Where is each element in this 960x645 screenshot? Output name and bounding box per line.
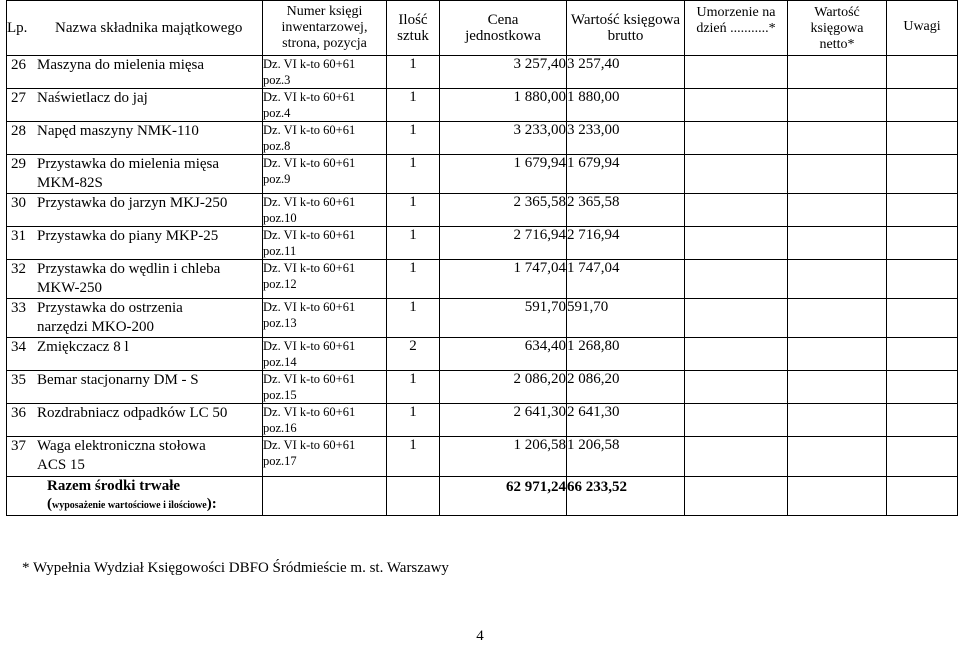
row-gross: 1 880,00 bbox=[567, 89, 685, 122]
row-price: 2 641,30 bbox=[440, 404, 567, 437]
row-ref bbox=[263, 437, 387, 477]
total-ref bbox=[263, 477, 387, 516]
header-row bbox=[7, 1, 958, 56]
row-depreciation bbox=[685, 371, 788, 404]
row-name: Bemar stacjonarny DM - S bbox=[37, 372, 199, 388]
row-name: Zmiękczacz 8 l bbox=[37, 339, 129, 355]
row-ref-line2: poz.3 bbox=[263, 73, 291, 87]
row-depreciation bbox=[685, 122, 788, 155]
row-ref-line1: Dz. VI k-to 60+61 bbox=[263, 123, 356, 137]
row-price: 3 233,00 bbox=[440, 122, 567, 155]
row-ref bbox=[263, 371, 387, 404]
row-ref-line2: poz.14 bbox=[263, 355, 297, 369]
row-net bbox=[788, 122, 887, 155]
row-qty: 1 bbox=[387, 437, 440, 477]
table-row bbox=[7, 338, 958, 371]
header-depreciation: Umorzenie na dzień ...........* bbox=[685, 1, 788, 56]
row-depreciation bbox=[685, 338, 788, 371]
row-name: Waga elektroniczna stołowa bbox=[37, 438, 206, 454]
row-ref-line1: Dz. VI k-to 60+61 bbox=[263, 372, 356, 386]
table-row bbox=[7, 260, 958, 299]
row-price: 2 716,94 bbox=[440, 227, 567, 260]
row-depreciation bbox=[685, 56, 788, 89]
total-sublabel-line bbox=[47, 495, 262, 515]
row-name-second-line: MKW-250 bbox=[37, 280, 102, 296]
row-ref bbox=[263, 155, 387, 194]
table-row bbox=[7, 437, 958, 477]
header-name-cell bbox=[7, 1, 263, 56]
row-qty: 1 bbox=[387, 122, 440, 155]
row-ref-line1: Dz. VI k-to 60+61 bbox=[263, 90, 356, 104]
row-gross: 591,70 bbox=[567, 299, 685, 338]
row-name-second-line: MKM-82S bbox=[37, 175, 103, 191]
row-gross: 3 233,00 bbox=[567, 122, 685, 155]
row-ref bbox=[263, 260, 387, 299]
table-row bbox=[7, 299, 958, 338]
row-number: 37 bbox=[11, 438, 26, 454]
row-net bbox=[788, 260, 887, 299]
row-name: Przystawka do jarzyn MKJ-250 bbox=[37, 195, 228, 211]
total-depreciation bbox=[685, 477, 788, 516]
total-sub-open: ( bbox=[47, 496, 52, 512]
row-ref-line2: poz.15 bbox=[263, 388, 297, 402]
row-notes bbox=[887, 404, 958, 437]
header-gross: Wartość księgowa brutto bbox=[567, 1, 685, 56]
row-name-second-line: narzędzi MKO-200 bbox=[37, 319, 155, 335]
row-ref bbox=[263, 122, 387, 155]
row-gross: 1 747,04 bbox=[567, 260, 685, 299]
row-net bbox=[788, 437, 887, 477]
row-qty: 1 bbox=[387, 227, 440, 260]
row-number: 27 bbox=[11, 90, 26, 106]
row-name: Napęd maszyny NMK-110 bbox=[37, 123, 199, 139]
row-depreciation bbox=[685, 155, 788, 194]
row-qty: 1 bbox=[387, 299, 440, 338]
row-ref-line2: poz.4 bbox=[263, 106, 291, 120]
row-number: 26 bbox=[11, 57, 26, 73]
table-row bbox=[7, 89, 958, 122]
row-notes bbox=[887, 437, 958, 477]
row-name: Przystawka do mielenia mięsa bbox=[37, 156, 220, 172]
row-ref-line1: Dz. VI k-to 60+61 bbox=[263, 438, 356, 452]
row-gross: 2 641,30 bbox=[567, 404, 685, 437]
row-ref-line2: poz.8 bbox=[263, 139, 291, 153]
row-ref bbox=[263, 194, 387, 227]
table-row bbox=[7, 194, 958, 227]
total-gross: 66 233,52 bbox=[567, 477, 685, 516]
row-net bbox=[788, 89, 887, 122]
row-ref-line2: poz.10 bbox=[263, 211, 297, 225]
row-price: 2 365,58 bbox=[440, 194, 567, 227]
total-label: Razem środki trwałe bbox=[47, 478, 181, 494]
row-price: 1 747,04 bbox=[440, 260, 567, 299]
row-depreciation bbox=[685, 89, 788, 122]
row-number: 31 bbox=[11, 228, 26, 244]
row-depreciation bbox=[685, 194, 788, 227]
row-name: Maszyna do mielenia mięsa bbox=[37, 57, 205, 73]
row-name-cell bbox=[7, 338, 263, 371]
page-number: 4 bbox=[476, 628, 484, 644]
row-number: 32 bbox=[11, 261, 26, 277]
row-notes bbox=[887, 122, 958, 155]
header-name: Nazwa składnika majątkowego bbox=[55, 19, 243, 36]
row-net bbox=[788, 338, 887, 371]
row-ref-line1: Dz. VI k-to 60+61 bbox=[263, 228, 356, 242]
header-price: Cena jednostkowa bbox=[440, 1, 567, 56]
inventory-table bbox=[6, 0, 958, 516]
row-price: 634,40 bbox=[440, 338, 567, 371]
header-net: Wartość księgowa netto* bbox=[788, 1, 887, 56]
row-ref bbox=[263, 299, 387, 338]
row-depreciation bbox=[685, 299, 788, 338]
row-number: 35 bbox=[11, 372, 26, 388]
total-sub-close: ): bbox=[206, 496, 217, 512]
row-notes bbox=[887, 260, 958, 299]
row-gross: 2 716,94 bbox=[567, 227, 685, 260]
row-name-cell bbox=[7, 371, 263, 404]
row-qty: 1 bbox=[387, 89, 440, 122]
row-depreciation bbox=[685, 404, 788, 437]
row-qty: 1 bbox=[387, 155, 440, 194]
total-label-cell bbox=[7, 477, 263, 516]
row-name-cell bbox=[7, 260, 263, 299]
row-ref bbox=[263, 89, 387, 122]
row-price: 3 257,40 bbox=[440, 56, 567, 89]
row-name-cell bbox=[7, 227, 263, 260]
row-name-cell bbox=[7, 437, 263, 477]
row-notes bbox=[887, 155, 958, 194]
row-ref-line2: poz.11 bbox=[263, 244, 297, 258]
row-gross: 2 365,58 bbox=[567, 194, 685, 227]
row-name-cell bbox=[7, 299, 263, 338]
row-ref bbox=[263, 227, 387, 260]
row-qty: 1 bbox=[387, 194, 440, 227]
row-name-cell bbox=[7, 122, 263, 155]
row-name-cell bbox=[7, 155, 263, 194]
row-price: 1 679,94 bbox=[440, 155, 567, 194]
total-notes bbox=[887, 477, 958, 516]
row-net bbox=[788, 404, 887, 437]
row-ref-line1: Dz. VI k-to 60+61 bbox=[263, 156, 356, 170]
row-ref-line2: poz.16 bbox=[263, 421, 297, 435]
row-ref-line2: poz.9 bbox=[263, 172, 291, 186]
row-gross: 1 268,80 bbox=[567, 338, 685, 371]
table-row bbox=[7, 56, 958, 89]
row-number: 34 bbox=[11, 339, 26, 355]
table-row bbox=[7, 155, 958, 194]
row-depreciation bbox=[685, 437, 788, 477]
row-price: 1 206,58 bbox=[440, 437, 567, 477]
row-notes bbox=[887, 299, 958, 338]
row-name: Przystawka do ostrzenia bbox=[37, 300, 183, 316]
table-row bbox=[7, 122, 958, 155]
total-row bbox=[7, 477, 958, 516]
row-ref bbox=[263, 404, 387, 437]
header-notes: Uwagi bbox=[887, 1, 958, 56]
row-net bbox=[788, 56, 887, 89]
row-number: 29 bbox=[11, 156, 26, 172]
total-sublabel: wyposażenie wartościowe i ilościowe bbox=[52, 500, 207, 511]
row-ref-line1: Dz. VI k-to 60+61 bbox=[263, 261, 356, 275]
row-name: Rozdrabniacz odpadków LC 50 bbox=[37, 405, 228, 421]
row-name-cell bbox=[7, 194, 263, 227]
row-notes bbox=[887, 371, 958, 404]
row-ref-line2: poz.17 bbox=[263, 454, 297, 468]
row-gross: 1 679,94 bbox=[567, 155, 685, 194]
row-depreciation bbox=[685, 260, 788, 299]
total-qty bbox=[387, 477, 440, 516]
row-price: 1 880,00 bbox=[440, 89, 567, 122]
footnote: * Wypełnia Wydział Księgowości DBFO Śródmieście m. st. Warszawy bbox=[22, 560, 449, 576]
row-net bbox=[788, 371, 887, 404]
row-net bbox=[788, 155, 887, 194]
row-price: 591,70 bbox=[440, 299, 567, 338]
table-row bbox=[7, 371, 958, 404]
row-notes bbox=[887, 194, 958, 227]
header-lp: Lp. bbox=[7, 19, 28, 36]
row-ref-line1: Dz. VI k-to 60+61 bbox=[263, 195, 356, 209]
row-ref-line2: poz.12 bbox=[263, 277, 297, 291]
row-qty: 1 bbox=[387, 404, 440, 437]
total-price: 62 971,24 bbox=[440, 477, 567, 516]
row-number: 33 bbox=[11, 300, 26, 316]
row-ref bbox=[263, 56, 387, 89]
row-ref bbox=[263, 338, 387, 371]
row-number: 36 bbox=[11, 405, 26, 421]
row-name: Przystawka do piany MKP-25 bbox=[37, 228, 219, 244]
row-gross: 1 206,58 bbox=[567, 437, 685, 477]
row-name-cell bbox=[7, 89, 263, 122]
row-qty: 1 bbox=[387, 56, 440, 89]
row-notes bbox=[887, 89, 958, 122]
row-name: Przystawka do wędlin i chleba bbox=[37, 261, 221, 277]
header-qty: Ilość sztuk bbox=[387, 1, 440, 56]
row-name-second-line: ACS 15 bbox=[37, 457, 85, 473]
row-qty: 2 bbox=[387, 338, 440, 371]
row-notes bbox=[887, 56, 958, 89]
total-net bbox=[788, 477, 887, 516]
row-name: Naświetlacz do jaj bbox=[37, 90, 148, 106]
row-gross: 2 086,20 bbox=[567, 371, 685, 404]
row-qty: 1 bbox=[387, 260, 440, 299]
table-row bbox=[7, 227, 958, 260]
row-net bbox=[788, 227, 887, 260]
table-row bbox=[7, 404, 958, 437]
row-ref-line1: Dz. VI k-to 60+61 bbox=[263, 300, 356, 314]
row-ref-line2: poz.13 bbox=[263, 316, 297, 330]
row-number: 30 bbox=[11, 195, 26, 211]
row-depreciation bbox=[685, 227, 788, 260]
row-number: 28 bbox=[11, 123, 26, 139]
row-notes bbox=[887, 338, 958, 371]
header-ref: Numer księgi inwentarzowej, strona, pozycja bbox=[263, 1, 387, 56]
row-ref-line1: Dz. VI k-to 60+61 bbox=[263, 405, 356, 419]
row-net bbox=[788, 299, 887, 338]
row-notes bbox=[887, 227, 958, 260]
row-name-cell bbox=[7, 56, 263, 89]
row-price: 2 086,20 bbox=[440, 371, 567, 404]
row-net bbox=[788, 194, 887, 227]
row-ref-line1: Dz. VI k-to 60+61 bbox=[263, 339, 356, 353]
row-qty: 1 bbox=[387, 371, 440, 404]
row-gross: 3 257,40 bbox=[567, 56, 685, 89]
row-ref-line1: Dz. VI k-to 60+61 bbox=[263, 57, 356, 71]
row-name-cell bbox=[7, 404, 263, 437]
